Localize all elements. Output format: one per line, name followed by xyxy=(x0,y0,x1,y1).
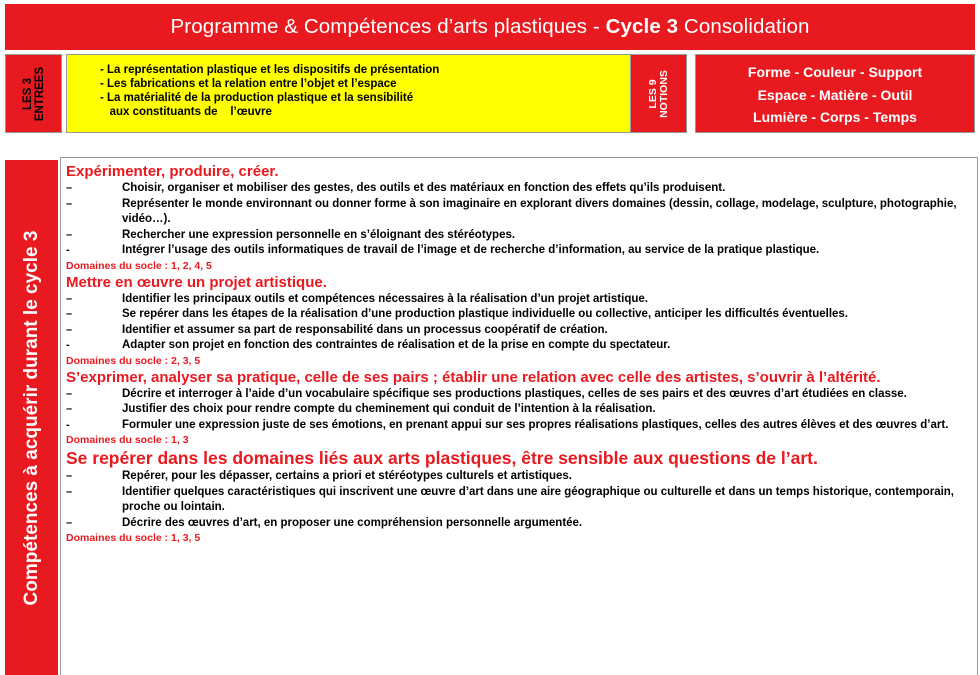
domaines-socle: Domaines du socle : 1, 3 xyxy=(66,434,189,446)
notions-label-line1: LES 9 xyxy=(646,78,659,109)
list-item xyxy=(66,243,977,259)
section-title: S’exprimer, analyser sa pratique, celle de ses pairs ; établir une relation avec celle des artistes, s’ouvrir à l’altérité. xyxy=(66,368,881,386)
notions-label xyxy=(630,54,687,133)
notions-line: Forme - Couleur - Support xyxy=(747,64,923,80)
domaines-socle: Domaines du socle : 2, 3, 5 xyxy=(66,354,201,367)
notions-list xyxy=(695,54,975,133)
section-title: Mettre en œuvre un projet artistique. xyxy=(66,273,327,291)
item-text: Décrire des œuvres d’art, en proposer une compréhension personnelle argumentée. xyxy=(122,516,583,529)
list-item xyxy=(66,181,977,197)
bullet: – xyxy=(66,470,73,482)
notions-line: Lumière - Corps - Temps xyxy=(753,109,917,125)
list-item xyxy=(66,228,977,244)
bullet: – xyxy=(66,197,73,210)
section-title: Expérimenter, produire, créer. xyxy=(66,163,279,180)
domaines-socle: Domaines du socle : 1, 2, 4, 5 xyxy=(66,259,212,272)
item-text: Identifier les principaux outils et compétences nécessaires à la réalisation d’un projet artistique. xyxy=(122,292,648,305)
domaines-socle: Domaines du socle : 1, 3, 5 xyxy=(66,532,201,544)
list-item xyxy=(66,469,977,485)
item-text: Décrire et interroger à l’aide d’un vocabulaire spécifique ses productions plastiques, celles de ses pairs et des œuvres d’art étudiées en classe. xyxy=(122,387,907,400)
list-item xyxy=(66,516,977,532)
entree-item: aux constituants de l’œuvre xyxy=(100,106,272,118)
bullet: - xyxy=(66,339,70,351)
bullet: – xyxy=(66,323,73,336)
item-text: Identifier et assumer sa part de responsabilité dans un processus coopératif de création. xyxy=(122,323,608,336)
banner-suffix: Consolidation xyxy=(678,15,810,38)
item-text: Choisir, organiser et mobiliser des gestes, des outils et des matériaux en fonction des effets qu’ils produisent. xyxy=(122,182,726,194)
list-item xyxy=(66,323,977,339)
list-item xyxy=(66,292,977,308)
item-text: Rechercher une expression personnelle en s’éloignant des stéréotypes. xyxy=(122,228,516,241)
banner-cycle: Cycle 3 xyxy=(605,15,679,38)
banner-prefix: Programme & Compétences d’arts plastiques - xyxy=(170,15,606,38)
list-item xyxy=(66,307,977,323)
item-text: Adapter son projet en fonction des contraintes de réalisation et de la prise en compte du spectateur. xyxy=(122,339,671,351)
competences-content xyxy=(60,157,978,675)
notions-label-line2: NOTIONS xyxy=(657,69,670,118)
entrees-list xyxy=(66,54,642,133)
bullet: – xyxy=(66,228,73,241)
entree-item: - La matérialité de la production plastique et la sensibilité xyxy=(100,92,414,104)
bullet: - xyxy=(66,244,70,256)
bullet: – xyxy=(66,292,73,305)
bullet: – xyxy=(66,387,73,400)
item-text: Représenter le monde environnant ou donner forme à son imaginaire en explorant divers domaines (dessin, collage, modelage, sculpture, photographie, vidéo…). xyxy=(122,197,957,225)
item-text: Identifier quelques caractéristiques qui inscrivent une œuvre d’art dans une aire géographique ou culturelle et dans un temps historique, contemporain, proche ou lointain. xyxy=(122,485,954,513)
notions-line: Espace - Matière - Outil xyxy=(757,86,913,103)
side-panel xyxy=(5,160,58,675)
page-banner xyxy=(5,4,975,50)
list-item xyxy=(66,197,977,228)
bullet: – xyxy=(66,182,73,194)
list-item xyxy=(66,418,977,434)
item-text: Intégrer l’usage des outils informatiques de travail de l’image et de recherche d’information, au service de la pratique plastique. xyxy=(122,244,820,256)
entree-item: - La représentation plastique et les dispositifs de présentation xyxy=(100,64,440,76)
entree-item: - Les fabrications et la relation entre l’objet et l’espace xyxy=(100,78,397,90)
item-text: Justifier des choix pour rendre compte du cheminement qui conduit de l’intention à la réalisation. xyxy=(122,403,656,415)
item-text: Formuler une expression juste de ses émotions, en prenant appui sur ses propres réalisations plastiques, celles des autres élèves et des œuvres d’art. xyxy=(122,418,949,431)
list-item xyxy=(66,402,977,418)
item-text: Se repérer dans les étapes de la réalisation d’une production plastique individuelle ou collective, anticiper les difficultés éventuelles. xyxy=(122,308,848,320)
list-item xyxy=(66,338,977,354)
bullet: – xyxy=(66,485,73,498)
entrees-label-line2: ENTREES xyxy=(33,66,46,121)
bullet: – xyxy=(66,308,73,320)
bullet: – xyxy=(66,516,73,529)
list-item xyxy=(66,485,977,516)
item-text: Repérer, pour les dépasser, certains a priori et stéréotypes culturels et artistiques. xyxy=(122,470,572,482)
entrees-label xyxy=(5,54,62,133)
bullet: – xyxy=(66,403,73,415)
side-panel-label: Compétences à acquérir durant le cycle 3 xyxy=(20,230,42,605)
list-item xyxy=(66,387,977,403)
entrees-label-line1: LES 3 xyxy=(21,77,34,110)
bullet: - xyxy=(66,418,70,431)
section-title: Se repérer dans les domaines liés aux arts plastiques, être sensible aux questions de l’art. xyxy=(66,448,818,468)
